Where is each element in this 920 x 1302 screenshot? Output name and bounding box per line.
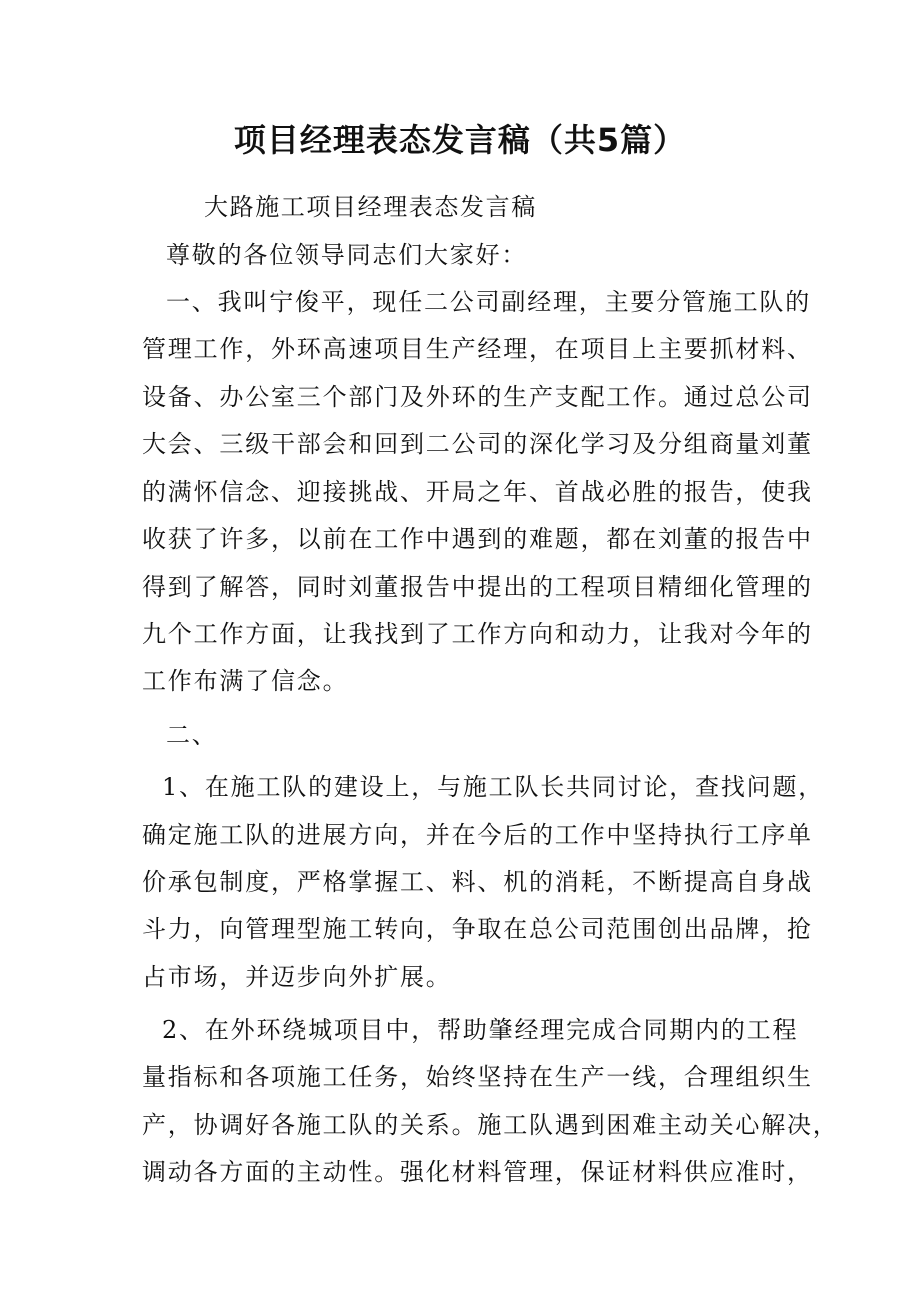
- paragraph-line: 调动各方面的主动性。强化材料管理，保证材料供应准时，: [142, 1158, 813, 1186]
- paragraph-line: 设备、办公室三个部门及外环的生产支配工作。通过总公司: [142, 383, 813, 411]
- paragraph-line: 占市场，并迈步向外扩展。: [142, 963, 452, 991]
- paragraph-line: 斗力，向管理型施工转向，争取在总公司范围创出品牌，抢: [142, 915, 813, 943]
- paragraph-line: 得到了解答，同时刘董报告中提出的工程项目精细化管理的: [142, 573, 813, 601]
- paragraph-line: 工作布满了信念。: [142, 667, 349, 695]
- paragraph-line: 价承包制度，严格掌握工、料、机的消耗，不断提高自身战: [142, 868, 813, 896]
- paragraph-line: 尊敬的各位领导同志们大家好：: [166, 241, 528, 269]
- paragraph-line: 九个工作方面，让我找到了工作方向和动力，让我对今年的: [142, 620, 813, 648]
- document-title: 项目经理表态发言稿（共5篇）: [233, 121, 687, 159]
- paragraph-line: 大会、三级干部会和回到二公司的深化学习及分组商量刘董: [142, 430, 813, 458]
- paragraph-line: 1、在施工队的建设上，与施工队长共同讨论，查找问题，: [162, 773, 825, 801]
- paragraph-line: 的满怀信念、迎接挑战、开局之年、首战必胜的报告，使我: [142, 478, 813, 506]
- section-heading: 二、: [166, 721, 218, 749]
- paragraph-line: 确定施工队的进展方向，并在今后的工作中坚持执行工序单: [142, 821, 813, 849]
- paragraph-line: 一、我叫宁俊平，现任二公司副经理，主要分管施工队的: [166, 288, 811, 316]
- paragraph-line: 收获了许多，以前在工作中遇到的难题，都在刘董的报告中: [142, 525, 813, 553]
- document-subtitle: 大路施工项目经理表态发言稿: [204, 193, 537, 221]
- paragraph-line: 2、在外环绕城项目中，帮助肇经理完成合同期内的工程: [162, 1016, 799, 1044]
- paragraph-line: 产，协调好各施工队的关系。施工队遇到困难主动关心解决，: [142, 1111, 839, 1139]
- paragraph-line: 管理工作，外环高速项目生产经理，在项目上主要抓材料、: [142, 335, 813, 363]
- paragraph-line: 量指标和各项施工任务，始终坚持在生产一线，合理组织生: [142, 1063, 813, 1091]
